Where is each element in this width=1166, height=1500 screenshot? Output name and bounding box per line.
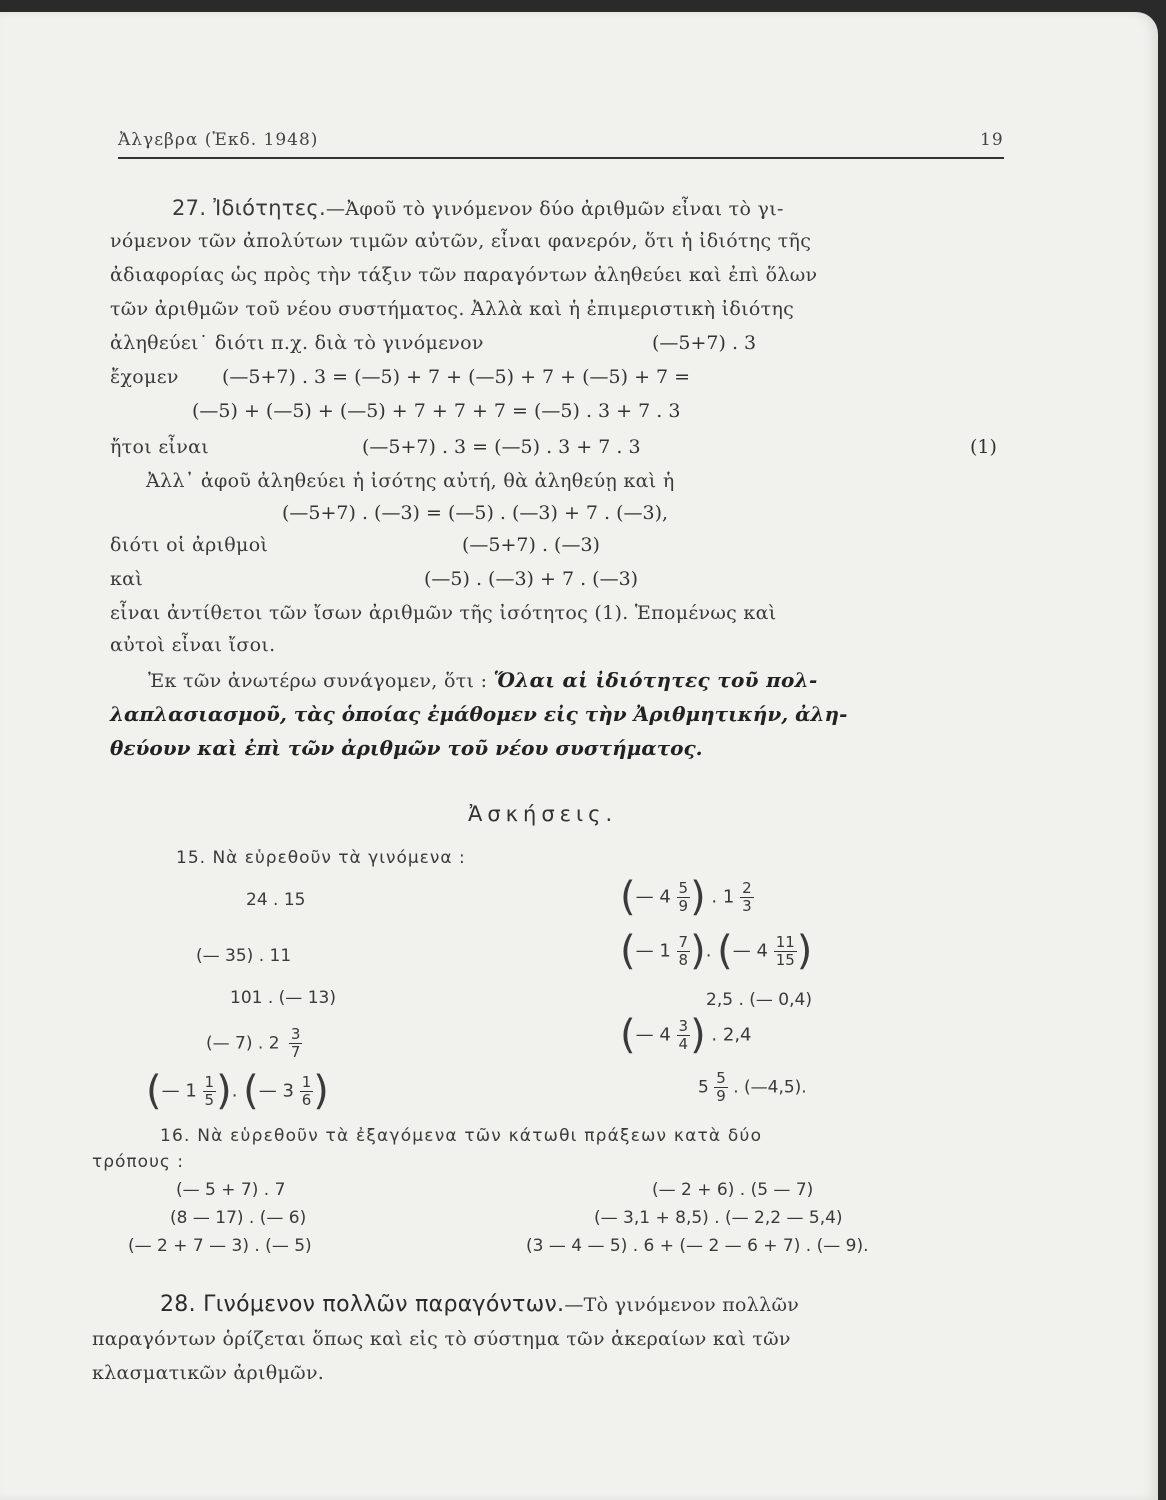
conclusion-bold: θεύουν καὶ ἐπὶ τῶν ἀριθμῶν τοῦ νέου συστήματος. bbox=[110, 736, 703, 760]
exercise-15-item bbox=[206, 1026, 302, 1061]
fraction bbox=[677, 1018, 691, 1053]
equation-3: (—5+7) . 3 = (—5) . 3 + 7 . 3 bbox=[362, 436, 641, 458]
exercise-16-label: 16. Νὰ εὑρεθοῦν τὰ ἐξαγόμενα τῶν κάτωθι πράξεων κατὰ δύο bbox=[160, 1126, 763, 1146]
exercise-16-item: (— 2 + 7 — 3) . (— 5) bbox=[128, 1236, 312, 1256]
equation-2: (—5) + (—5) + (—5) + 7 + 7 + 7 = (—5) . 3 + 7 . 3 bbox=[192, 400, 681, 422]
exercise-16-label-2: τρόπους : bbox=[92, 1152, 185, 1172]
paren-close: ) bbox=[690, 874, 706, 920]
paren-open: ( bbox=[146, 1068, 162, 1114]
exercise-15-item-text: — 4 bbox=[732, 940, 768, 962]
fraction-denominator: 3 bbox=[742, 896, 752, 915]
fraction-numerator: 2 bbox=[742, 878, 752, 897]
running-title: Ἀλγεβρα (Ἐκδ. 1948) bbox=[118, 130, 319, 150]
exercise-15-item-text: . (—4,5). bbox=[733, 1077, 807, 1098]
exercise-15-item bbox=[620, 874, 754, 920]
fraction-denominator: 15 bbox=[775, 950, 795, 969]
paren-open: ( bbox=[717, 928, 733, 974]
exercise-15-item bbox=[698, 1070, 807, 1105]
product-example: (—5+7) . 3 bbox=[652, 332, 757, 354]
fraction bbox=[300, 1074, 314, 1109]
section-27-line: ἀδιαφορίας ὡς πρὸς τὴν τάξιν τῶν παραγόντων ἀληθεύει καὶ ἐπὶ ὅλων bbox=[110, 264, 818, 286]
exercise-15-item bbox=[620, 1012, 752, 1058]
exercise-15-item-text: (— 7) . 2 bbox=[206, 1033, 280, 1054]
fraction-denominator: 7 bbox=[290, 1043, 301, 1061]
fraction bbox=[714, 1070, 728, 1105]
equation-6: (—5) . (—3) + 7 . (—3) bbox=[424, 568, 639, 590]
dioti-label: διότι οἱ ἀριθμοὶ bbox=[110, 534, 269, 556]
exercise-15-item-text: — 1 bbox=[635, 940, 671, 962]
fraction bbox=[289, 1026, 303, 1061]
isoi-line: αὐτοὶ εἶναι ἴσοι. bbox=[110, 634, 276, 656]
conclusion-bold: Ὅλαι αἱ ἰδιότητες τοῦ πολ- bbox=[493, 668, 818, 692]
section-27-line: τῶν ἀριθμῶν τοῦ νέου συστήματος. Ἀλλὰ καὶ ἡ ἐπιμεριστικὴ ἰδιότης bbox=[110, 298, 795, 320]
page-number: 19 bbox=[980, 130, 1004, 150]
exercise-15-item-text: — 3 bbox=[258, 1080, 294, 1102]
fraction-numerator: 1 bbox=[204, 1072, 215, 1091]
section-27-line: —Ἀφοῦ τὸ γινόμενον δύο ἀριθμῶν εἶναι τὸ γι- bbox=[326, 198, 784, 220]
section-27-first-line bbox=[172, 196, 784, 220]
exercise-15-item-text: — 4 bbox=[635, 886, 671, 908]
section-28-line: παραγόντων ὁρίζεται ὅπως καὶ εἰς τὸ σύστημα τῶν ἀκεραίων καὶ τῶν bbox=[92, 1328, 791, 1350]
section-28-line: —Τὸ γινόμενον πολλῶν bbox=[564, 1294, 800, 1316]
exercise-16-item: (— 5 + 7) . 7 bbox=[176, 1180, 286, 1200]
fraction-numerator: 7 bbox=[678, 932, 689, 951]
paren-open: ( bbox=[243, 1068, 259, 1114]
exercise-15-item-text: . 1 bbox=[711, 886, 735, 908]
fraction bbox=[774, 934, 797, 969]
conclusion-bold: λαπλασιασμοῦ, τὰς ὁποίας ἐμάθομεν εἰς τὴν Ἀριθμητικήν, ἀλη- bbox=[110, 702, 848, 726]
equation-4: (—5+7) . (—3) = (—5) . (—3) + 7 . (—3), bbox=[282, 502, 669, 524]
paren-close: ) bbox=[796, 928, 813, 974]
exercise-15-item: 24 . 15 bbox=[246, 890, 306, 910]
fraction bbox=[203, 1074, 217, 1109]
fraction-denominator: 5 bbox=[204, 1090, 215, 1109]
paren-close: ) bbox=[690, 928, 706, 974]
section-28-first-line bbox=[160, 1292, 799, 1317]
exercise-15-item-text: 5 bbox=[698, 1077, 709, 1098]
equation-5: (—5+7) . (—3) bbox=[462, 534, 600, 556]
exercise-15-item-text: — 4 bbox=[635, 1024, 671, 1046]
exomen-label: ἔχομεν bbox=[110, 366, 179, 388]
equation-label-1: (1) bbox=[970, 436, 997, 458]
exercise-16-item: (— 2 + 6) . (5 — 7) bbox=[652, 1180, 814, 1200]
fraction bbox=[740, 880, 754, 915]
all-line: Ἀλλ᾽ ἀφοῦ ἀληθεύει ἡ ἰσότης αὐτή, θὰ ἀληθεύῃ καὶ ἡ bbox=[146, 470, 675, 492]
multiply-dot: . bbox=[231, 1080, 238, 1102]
paren-open: ( bbox=[620, 874, 636, 920]
exercise-15-item bbox=[620, 928, 812, 974]
exercise-15-item: 101 . (— 13) bbox=[230, 988, 336, 1008]
section-27-heading: 27. Ἰδιότητες. bbox=[172, 196, 326, 220]
exercise-16-item: (3 — 4 — 5) . 6 + (— 2 — 6 + 7) . (— 9). bbox=[526, 1236, 869, 1256]
fraction-denominator: 6 bbox=[301, 1090, 312, 1109]
exercise-15-item-text: . 2,4 bbox=[711, 1024, 752, 1046]
kai-label: καὶ bbox=[110, 568, 144, 590]
fraction-numerator: 5 bbox=[678, 878, 689, 897]
conclusion-first-line bbox=[148, 668, 818, 692]
fraction-denominator: 9 bbox=[678, 896, 689, 915]
section-27-line: νόμενον τῶν ἀπολύτων τιμῶν αὐτῶν, εἶναι φανερόν, ὅτι ἡ ἰδιότης τῆς bbox=[110, 230, 812, 252]
exercise-15-item: 2,5 . (— 0,4) bbox=[706, 990, 812, 1010]
section-28-heading: 28. Γινόμενον πολλῶν παραγόντων. bbox=[160, 1292, 565, 1317]
fraction-numerator: 1 bbox=[301, 1072, 312, 1091]
fraction bbox=[677, 880, 691, 915]
exercise-16-item: (— 3,1 + 8,5) . (— 2,2 — 5,4) bbox=[594, 1208, 843, 1228]
multiply-dot: . bbox=[705, 940, 712, 962]
section-27-line: ἀληθεύει˙ διότι π.χ. διὰ τὸ γινόμενον bbox=[110, 332, 484, 354]
fraction-numerator: 3 bbox=[678, 1016, 689, 1035]
header-rule bbox=[118, 157, 1004, 159]
exercise-16-item: (8 — 17) . (— 6) bbox=[170, 1208, 307, 1228]
exercise-15-item-text: — 1 bbox=[161, 1080, 197, 1102]
fraction-denominator: 9 bbox=[716, 1087, 726, 1105]
paren-open: ( bbox=[620, 1012, 636, 1058]
section-28-line: κλασματικῶν ἀριθμῶν. bbox=[92, 1362, 325, 1384]
exercise-15-label: 15. Νὰ εὑρεθοῦν τὰ γινόμενα : bbox=[176, 848, 466, 868]
fraction-denominator: 8 bbox=[678, 950, 689, 969]
exercises-title: Ἀσκήσεις. bbox=[468, 802, 618, 826]
fraction-numerator: 5 bbox=[716, 1069, 726, 1087]
paren-close: ) bbox=[690, 1012, 706, 1058]
itoi-label: ἤτοι εἶναι bbox=[110, 436, 209, 458]
exercise-15-item bbox=[146, 1068, 329, 1114]
fraction bbox=[677, 934, 691, 969]
fraction-numerator: 11 bbox=[775, 932, 795, 951]
book-page bbox=[0, 12, 1158, 1500]
conclusion-intro: Ἐκ τῶν ἀνωτέρω συνάγομεν, ὅτι : bbox=[148, 670, 488, 692]
paren-open: ( bbox=[620, 928, 636, 974]
paren-close: ) bbox=[313, 1068, 329, 1114]
fraction-numerator: 3 bbox=[290, 1025, 301, 1043]
paren-close: ) bbox=[216, 1068, 232, 1114]
fraction-denominator: 4 bbox=[678, 1034, 689, 1053]
equation-1: (—5+7) . 3 = (—5) + 7 + (—5) + 7 + (—5) + 7 = bbox=[222, 366, 691, 388]
antithetoi-line: εἶναι ἀντίθετοι τῶν ἴσων ἀριθμῶν τῆς ἰσότητος (1). Ἑπομένως καὶ bbox=[110, 602, 777, 624]
exercise-15-item: (— 35) . 11 bbox=[196, 946, 292, 966]
